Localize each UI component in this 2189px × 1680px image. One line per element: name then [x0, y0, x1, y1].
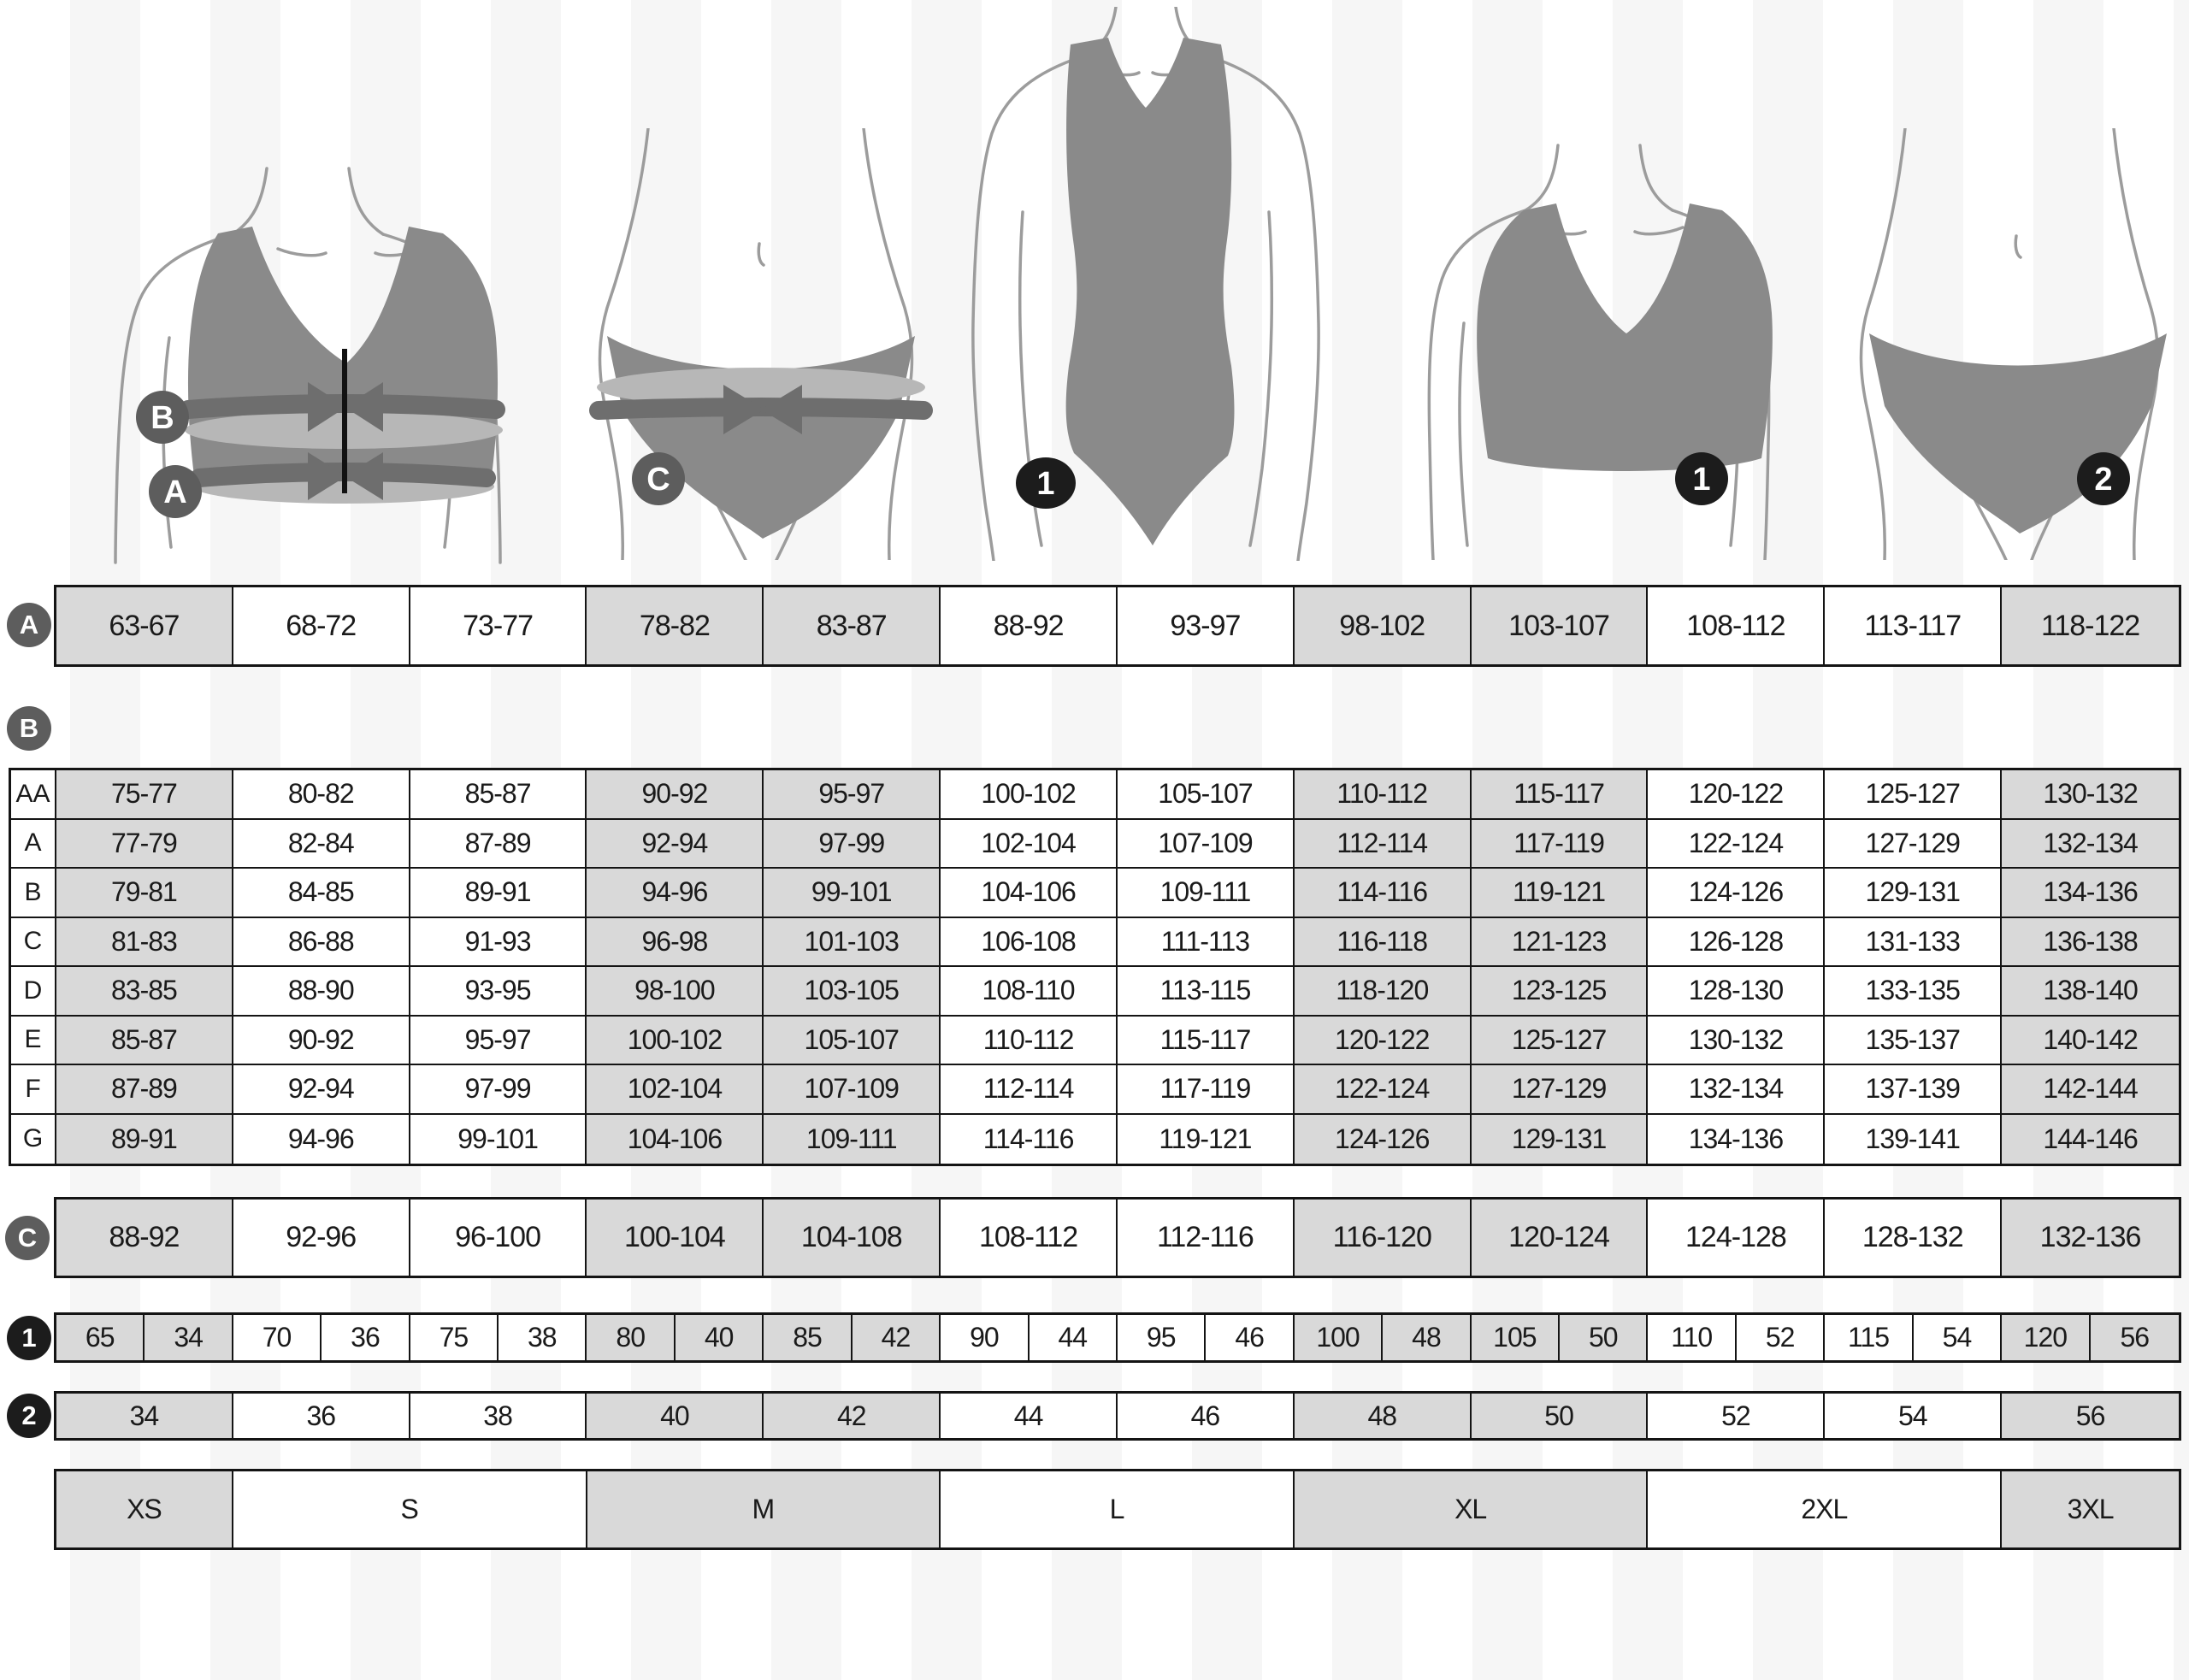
cup-D-cell-2: 93-95: [410, 967, 587, 1017]
letter-size-row: [54, 1469, 2181, 1550]
bra-garment: [1477, 203, 1773, 471]
bra-size-cell-3: 36: [322, 1315, 410, 1360]
cup-G-cell-1: 94-96: [233, 1115, 410, 1164]
hip-measurement-row: [54, 1197, 2181, 1278]
cup-AA-cell-8: 115-117: [1472, 770, 1649, 820]
cup-D-cell-0: 83-85: [56, 967, 233, 1017]
cup-E-cell-1: 90-92: [233, 1017, 410, 1066]
numeric-size-cell-7: 48: [1295, 1394, 1472, 1438]
cup-G-cell-9: 134-136: [1648, 1115, 1825, 1164]
marker-swimsuit-label: 1: [1036, 466, 1055, 502]
cup-A-cell-5: 102-104: [941, 820, 1118, 869]
underbust-cell-3: 78-82: [587, 587, 764, 664]
bra-size-cell-22: 120: [2002, 1315, 2090, 1360]
cup-AA-cell-6: 105-107: [1118, 770, 1295, 820]
numeric-size-cell-10: 54: [1825, 1394, 2002, 1438]
cup-F-cell-7: 122-124: [1295, 1065, 1472, 1115]
cup-D-cell-8: 123-125: [1472, 967, 1649, 1017]
cup-D-cell-10: 133-135: [1825, 967, 2002, 1017]
hip-cell-5: 108-112: [941, 1200, 1118, 1276]
cup-C-cell-0: 81-83: [56, 918, 233, 968]
underbust-cell-2: 73-77: [410, 587, 587, 664]
cup-D-cell-4: 103-105: [764, 967, 941, 1017]
hip-cell-0: 88-92: [56, 1200, 233, 1276]
cup-C-cell-10: 131-133: [1825, 918, 2002, 968]
cup-B-cell-5: 104-106: [941, 869, 1118, 918]
cup-G-cell-7: 124-126: [1295, 1115, 1472, 1164]
cup-G-cell-5: 114-116: [941, 1115, 1118, 1164]
marker-briefs-label: 2: [2094, 462, 2113, 498]
cup-E-cell-7: 120-122: [1295, 1017, 1472, 1066]
bra-size-cell-17: 50: [1560, 1315, 1648, 1360]
marker-hips: [632, 452, 685, 505]
cup-F-cell-0: 87-89: [56, 1065, 233, 1115]
cup-C-cell-2: 91-93: [410, 918, 587, 968]
hip-cell-11: 132-136: [2002, 1200, 2179, 1276]
bra-size-cell-11: 44: [1030, 1315, 1118, 1360]
cup-E-cell-5: 110-112: [941, 1017, 1118, 1066]
bra-size-cell-13: 46: [1206, 1315, 1294, 1360]
marker-underbust: [149, 465, 202, 518]
cup-B-cell-0: 79-81: [56, 869, 233, 918]
bra-size-cell-21: 54: [1914, 1315, 2002, 1360]
bra-size-cell-8: 85: [764, 1315, 852, 1360]
figure-bra-measure: [60, 90, 556, 564]
bra-size-cell-18: 110: [1648, 1315, 1736, 1360]
cup-C-cell-9: 126-128: [1648, 918, 1825, 968]
cup-AA-cell-4: 95-97: [764, 770, 941, 820]
hip-cell-4: 104-108: [764, 1200, 941, 1276]
swimsuit-garment: [1066, 38, 1235, 545]
cup-G-cell-3: 104-106: [587, 1115, 764, 1164]
size-cell-2XL: 2XL: [1648, 1471, 2002, 1547]
bra-measure-illustration: [60, 90, 556, 564]
briefs-garment: [1869, 333, 2167, 533]
cup-F-cell-1: 92-94: [233, 1065, 410, 1115]
cup-A-cell-4: 97-99: [764, 820, 941, 869]
numeric-size-cell-4: 42: [764, 1394, 941, 1438]
bra-size-cell-16: 105: [1472, 1315, 1560, 1360]
marker-hips-label: C: [646, 462, 670, 498]
numeric-size-cell-2: 38: [410, 1394, 587, 1438]
hip-cell-8: 120-124: [1472, 1200, 1649, 1276]
cup-AA-cell-1: 80-82: [233, 770, 410, 820]
bra-size-cell-10: 90: [941, 1315, 1029, 1360]
cup-AA-cell-0: 75-77: [56, 770, 233, 820]
cup-F-cell-9: 132-134: [1648, 1065, 1825, 1115]
briefs-garment: [607, 336, 915, 539]
navel-line: [758, 244, 764, 265]
bra-size-cell-5: 38: [499, 1315, 587, 1360]
bra-size-cell-6: 80: [587, 1315, 675, 1360]
size-cell-M: M: [587, 1471, 941, 1547]
cup-AA-cell-2: 85-87: [410, 770, 587, 820]
briefs-illustration: [1847, 128, 2189, 560]
cup-D-cell-1: 88-90: [233, 967, 410, 1017]
cup-AA-cell-5: 100-102: [941, 770, 1118, 820]
size-cell-3XL: 3XL: [2002, 1471, 2179, 1547]
size-cell-L: L: [941, 1471, 1295, 1547]
cup-label-E: E: [11, 1017, 56, 1066]
cup-G-cell-0: 89-91: [56, 1115, 233, 1164]
size-cell-XS: XS: [56, 1471, 233, 1547]
marker-swimsuit: [1016, 457, 1076, 509]
cup-B-cell-3: 94-96: [587, 869, 764, 918]
cup-A-cell-2: 87-89: [410, 820, 587, 869]
cup-F-cell-3: 102-104: [587, 1065, 764, 1115]
cup-C-cell-3: 96-98: [587, 918, 764, 968]
marker-bra-label: 1: [1692, 462, 1711, 498]
cup-F-cell-2: 97-99: [410, 1065, 587, 1115]
cup-E-cell-6: 115-117: [1118, 1017, 1295, 1066]
cup-B-cell-6: 109-111: [1118, 869, 1295, 918]
numeric-size-cell-3: 40: [587, 1394, 764, 1438]
underbust-cell-11: 118-122: [2002, 587, 2179, 664]
cup-G-cell-10: 139-141: [1825, 1115, 2002, 1164]
underbust-cell-6: 93-97: [1118, 587, 1295, 664]
cup-label-G: G: [11, 1115, 56, 1164]
cup-G-cell-8: 129-131: [1472, 1115, 1649, 1164]
marker-underbust-label: A: [163, 475, 187, 510]
cup-AA-cell-7: 110-112: [1295, 770, 1472, 820]
cup-C-cell-6: 111-113: [1118, 918, 1295, 968]
numeric-size-cell-0: 34: [56, 1394, 233, 1438]
label-bust: B: [7, 706, 51, 751]
hip-cell-3: 100-104: [587, 1200, 764, 1276]
cup-label-F: F: [11, 1065, 56, 1115]
underbust-cell-1: 68-72: [233, 587, 410, 664]
hip-cell-7: 116-120: [1295, 1200, 1472, 1276]
cup-F-cell-4: 107-109: [764, 1065, 941, 1115]
label-underbust: A: [7, 603, 51, 647]
briefs-measure-illustration: [581, 128, 941, 560]
cup-A-cell-6: 107-109: [1118, 820, 1295, 869]
bra-size-cell-23: 56: [2091, 1315, 2179, 1360]
cup-C-cell-11: 136-138: [2002, 918, 2179, 968]
bra-size-cell-4: 75: [410, 1315, 499, 1360]
label-brief-size: 2: [7, 1394, 51, 1438]
numeric-size-cell-6: 46: [1118, 1394, 1295, 1438]
cup-C-cell-5: 106-108: [941, 918, 1118, 968]
bra-size-cell-15: 48: [1383, 1315, 1471, 1360]
cup-E-cell-4: 105-107: [764, 1017, 941, 1066]
size-cell-XL: XL: [1295, 1471, 1649, 1547]
bra-size-cell-14: 100: [1295, 1315, 1383, 1360]
cup-A-cell-9: 122-124: [1648, 820, 1825, 869]
underbust-cell-10: 113-117: [1825, 587, 2002, 664]
cup-G-cell-11: 144-146: [2002, 1115, 2179, 1164]
cup-D-cell-11: 138-140: [2002, 967, 2179, 1017]
cup-C-cell-1: 86-88: [233, 918, 410, 968]
cup-E-cell-2: 95-97: [410, 1017, 587, 1066]
underbust-cell-0: 63-67: [56, 587, 233, 664]
underbust-cell-8: 103-107: [1472, 587, 1649, 664]
cup-A-cell-3: 92-94: [587, 820, 764, 869]
cup-A-cell-8: 117-119: [1472, 820, 1649, 869]
cup-AA-cell-9: 120-122: [1648, 770, 1825, 820]
bra-size-cell-0: 65: [56, 1315, 145, 1360]
underbust-cell-5: 88-92: [941, 587, 1118, 664]
cup-B-cell-4: 99-101: [764, 869, 941, 918]
cup-label-B: B: [11, 869, 56, 918]
cup-B-cell-2: 89-91: [410, 869, 587, 918]
figure-bra: [1419, 101, 1847, 560]
marker-bust: [136, 391, 189, 444]
cup-D-cell-7: 118-120: [1295, 967, 1472, 1017]
size-cell-S: S: [233, 1471, 587, 1547]
cup-AA-cell-3: 90-92: [587, 770, 764, 820]
cup-F-cell-6: 117-119: [1118, 1065, 1295, 1115]
hip-cell-2: 96-100: [410, 1200, 587, 1276]
cup-F-cell-10: 137-139: [1825, 1065, 2002, 1115]
label-hips: C: [5, 1216, 50, 1260]
marker-bust-label: B: [150, 400, 174, 436]
cup-B-cell-8: 119-121: [1472, 869, 1649, 918]
label-bra-size: 1: [7, 1316, 51, 1360]
bra-size-cell-19: 52: [1737, 1315, 1825, 1360]
cup-label-D: D: [11, 967, 56, 1017]
figure-briefs-measure: [581, 128, 941, 560]
numeric-size-cell-1: 36: [233, 1394, 410, 1438]
bra-size-cell-7: 40: [676, 1315, 764, 1360]
swimsuit-illustration: [941, 7, 1385, 561]
cup-F-cell-8: 127-129: [1472, 1065, 1649, 1115]
cup-size-table: [9, 768, 2181, 1166]
hip-cell-6: 112-116: [1118, 1200, 1295, 1276]
bra-size-row: [54, 1312, 2181, 1363]
figure-swimsuit: [941, 7, 1385, 561]
underbust-cell-9: 108-112: [1648, 587, 1825, 664]
numeric-size-cell-8: 50: [1472, 1394, 1649, 1438]
cup-B-cell-1: 84-85: [233, 869, 410, 918]
cup-C-cell-4: 101-103: [764, 918, 941, 968]
cup-C-cell-8: 121-123: [1472, 918, 1649, 968]
numeric-size-cell-5: 44: [941, 1394, 1118, 1438]
cup-A-cell-7: 112-114: [1295, 820, 1472, 869]
cup-D-cell-6: 113-115: [1118, 967, 1295, 1017]
cup-D-cell-5: 108-110: [941, 967, 1118, 1017]
numeric-size-cell-9: 52: [1648, 1394, 1825, 1438]
cup-F-cell-11: 142-144: [2002, 1065, 2179, 1115]
bra-size-cell-12: 95: [1118, 1315, 1206, 1360]
cup-E-cell-3: 100-102: [587, 1017, 764, 1066]
hip-cell-1: 92-96: [233, 1200, 410, 1276]
cup-F-cell-5: 112-114: [941, 1065, 1118, 1115]
cup-AA-cell-11: 130-132: [2002, 770, 2179, 820]
cup-C-cell-7: 116-118: [1295, 918, 1472, 968]
cup-E-cell-9: 130-132: [1648, 1017, 1825, 1066]
cup-A-cell-1: 82-84: [233, 820, 410, 869]
underbust-cell-7: 98-102: [1295, 587, 1472, 664]
hip-cell-9: 124-128: [1648, 1200, 1825, 1276]
cup-D-cell-9: 128-130: [1648, 967, 1825, 1017]
hip-cell-10: 128-132: [1825, 1200, 2002, 1276]
bra-size-cell-9: 42: [853, 1315, 941, 1360]
cup-label-A: A: [11, 820, 56, 869]
cup-E-cell-8: 125-127: [1472, 1017, 1649, 1066]
cup-label-AA: AA: [11, 770, 56, 820]
cup-G-cell-6: 119-121: [1118, 1115, 1295, 1164]
cup-G-cell-4: 109-111: [764, 1115, 941, 1164]
cup-D-cell-3: 98-100: [587, 967, 764, 1017]
cup-A-cell-0: 77-79: [56, 820, 233, 869]
cup-A-cell-10: 127-129: [1825, 820, 2002, 869]
cup-G-cell-2: 99-101: [410, 1115, 587, 1164]
cup-B-cell-9: 124-126: [1648, 869, 1825, 918]
numeric-size-row: [54, 1391, 2181, 1441]
cup-B-cell-7: 114-116: [1295, 869, 1472, 918]
bra-size-cell-1: 34: [145, 1315, 233, 1360]
cup-E-cell-10: 135-137: [1825, 1017, 2002, 1066]
cup-B-cell-10: 129-131: [1825, 869, 2002, 918]
cup-B-cell-11: 134-136: [2002, 869, 2179, 918]
underbust-cell-4: 83-87: [764, 587, 941, 664]
cup-E-cell-11: 140-142: [2002, 1017, 2179, 1066]
cup-E-cell-0: 85-87: [56, 1017, 233, 1066]
cup-A-cell-11: 132-134: [2002, 820, 2179, 869]
cup-label-C: C: [11, 918, 56, 968]
underbust-measurement-row: [54, 585, 2181, 667]
navel-line: [2015, 236, 2021, 257]
cup-AA-cell-10: 125-127: [1825, 770, 2002, 820]
bra-size-cell-20: 115: [1825, 1315, 1913, 1360]
numeric-size-cell-11: 56: [2002, 1394, 2179, 1438]
bra-illustration: [1419, 101, 1847, 560]
marker-briefs: [2077, 452, 2130, 505]
figure-briefs: [1847, 128, 2189, 560]
bra-size-cell-2: 70: [233, 1315, 322, 1360]
marker-bra: [1675, 452, 1728, 505]
